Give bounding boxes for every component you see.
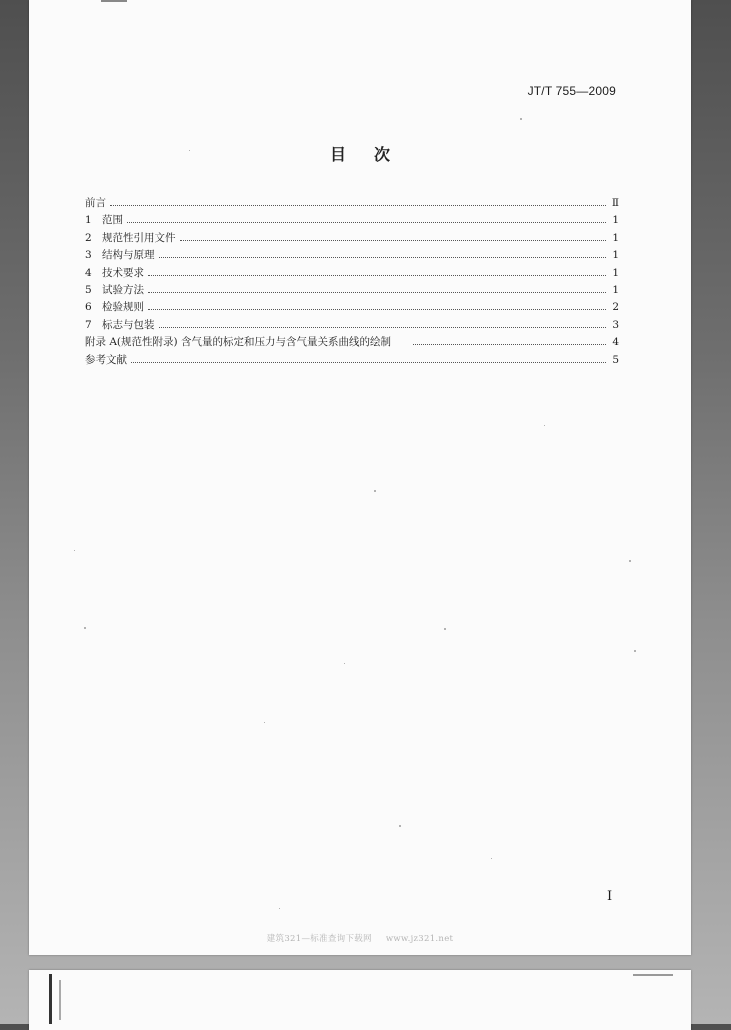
toc-entry — [85, 282, 619, 299]
document-code: JT/T 755—2009 — [527, 84, 616, 98]
scan-speck — [491, 858, 492, 859]
scan-speck — [344, 663, 345, 664]
toc-entry-page: 1 — [612, 231, 619, 244]
scan-speck — [629, 560, 631, 562]
toc-dot-leader — [148, 292, 606, 293]
toc-entry-label: 技术要求 — [102, 266, 144, 279]
scan-speck — [74, 550, 75, 551]
toc-title-char: 次 — [374, 145, 391, 164]
toc-entry-number: 4 — [85, 266, 92, 279]
toc-entry-number: 5 — [85, 284, 92, 297]
toc-entry-page: 1 — [612, 214, 619, 227]
toc-entry-page: 4 — [612, 336, 619, 349]
toc-entry-page: Ⅱ — [611, 197, 619, 209]
table-of-contents — [85, 195, 619, 369]
toc-entry — [85, 265, 619, 282]
toc-dot-leader — [110, 205, 606, 206]
toc-dot-leader — [413, 344, 606, 345]
scan-mark — [101, 0, 127, 2]
watermark — [29, 932, 691, 944]
toc-entry — [85, 334, 619, 351]
toc-entry-label: 标志与包装 — [102, 318, 155, 331]
toc-entry-number: 6 — [85, 301, 92, 314]
watermark-url: www.jz321.net — [385, 934, 454, 944]
toc-entry — [85, 230, 619, 247]
scan-speck — [264, 722, 265, 723]
scan-speck — [544, 425, 545, 426]
toc-title-char: 目 — [329, 145, 346, 164]
toc-entry-number: 1 — [85, 214, 92, 227]
toc-entry-label: 范围 — [102, 214, 123, 227]
toc-dot-leader — [180, 240, 607, 241]
scan-speck — [189, 150, 190, 151]
document-page — [29, 0, 691, 955]
toc-entry — [85, 352, 619, 369]
scan-speck — [520, 118, 522, 120]
toc-entry-label: 结构与原理 — [102, 249, 155, 262]
scan-speck — [84, 627, 86, 629]
toc-entry-page: 1 — [612, 266, 619, 279]
toc-dot-leader — [159, 257, 607, 258]
toc-title — [29, 142, 691, 165]
toc-dot-leader — [127, 222, 606, 223]
scan-speck — [399, 825, 401, 827]
toc-entry-label: 附录 A(规范性附录) 含气量的标定和压力与含气量关系曲线的绘制 — [85, 336, 391, 349]
toc-entry-label: 试验方法 — [102, 284, 144, 297]
toc-entry-label: 规范性引用文件 — [102, 231, 176, 244]
next-page — [29, 970, 691, 1030]
scan-speck — [279, 908, 280, 909]
toc-entry-page: 1 — [612, 284, 619, 297]
scan-binding-mark — [59, 980, 61, 1020]
toc-entry — [85, 195, 619, 212]
toc-entry-number: 7 — [85, 318, 92, 331]
toc-entry-page: 2 — [612, 301, 619, 314]
toc-entry-number: 3 — [85, 249, 92, 262]
toc-entry — [85, 212, 619, 229]
scan-mark — [633, 974, 673, 976]
toc-entry — [85, 317, 619, 334]
toc-entry-page: 1 — [612, 249, 619, 262]
scan-speck — [634, 650, 636, 652]
toc-entry-page: 3 — [612, 318, 619, 331]
toc-entry-label: 检验规则 — [102, 301, 144, 314]
toc-entry-label: 参考文献 — [85, 353, 127, 366]
toc-dot-leader — [148, 275, 606, 276]
toc-entry-number: 2 — [85, 231, 92, 244]
scan-speck — [374, 490, 376, 492]
toc-entry — [85, 299, 619, 316]
toc-entry — [85, 247, 619, 264]
page-number: I — [607, 889, 613, 904]
toc-dot-leader — [159, 327, 607, 328]
toc-dot-leader — [131, 362, 606, 363]
toc-entry-label: 前言 — [85, 197, 106, 209]
watermark-site-name: 建筑321—标准查询下载网 — [266, 934, 372, 944]
toc-dot-leader — [148, 309, 606, 310]
scan-binding-mark — [49, 974, 52, 1024]
toc-entry-page: 5 — [612, 353, 619, 366]
scan-speck — [444, 628, 446, 630]
